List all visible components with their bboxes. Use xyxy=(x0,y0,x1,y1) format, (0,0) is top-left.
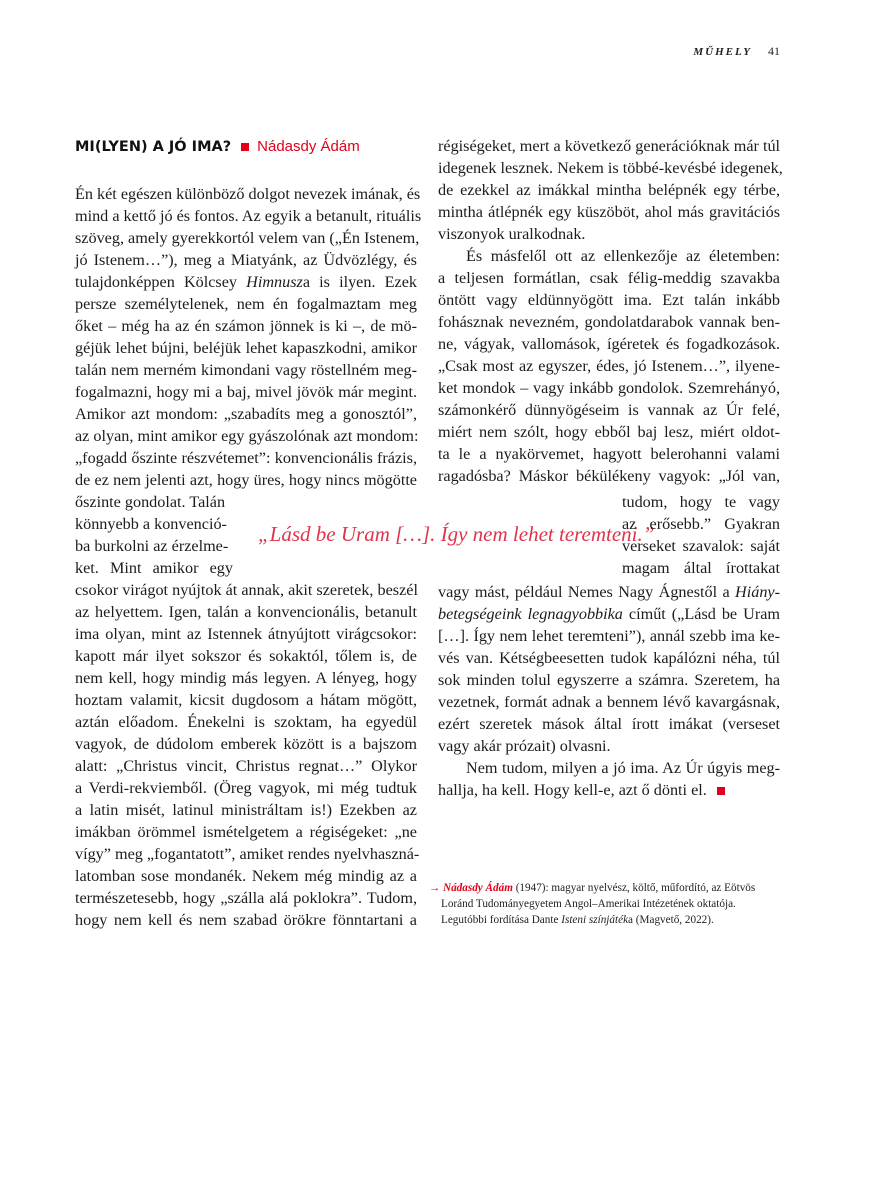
text-line: idegenek lesznek. Nekem is többé-kevésbé idegenek, xyxy=(438,159,783,177)
section-name: MŰHELY xyxy=(693,46,752,58)
text-line: csokor virágot nyújtok át annak, akit szeretek, beszél xyxy=(75,581,418,599)
text-line: de ez nem jelenti azt, hogy üres, hogy nincs mögötte xyxy=(75,471,417,489)
footnote-text: a (Magvető, 2022). xyxy=(628,914,714,926)
text-line: talán nem merném kimondani vagy röstellném meg- xyxy=(75,361,417,379)
text-line: alatt: „Christus vincit, Christus regnat…” Olykor xyxy=(75,757,417,775)
text-line: vígy” meg „fogantatott”, amiket rendes nyelvhaszná- xyxy=(75,845,420,863)
text-line: fogalmazni, hogy mi a baj, mivel jövök már megint. xyxy=(75,383,417,401)
text-line: miért nem szólt, hogy ebből baj lesz, miért oldot- xyxy=(438,423,780,441)
text-line: vés van. Kétségbeesetten tudok kapálózni néha, túl xyxy=(438,649,780,667)
text-line: fohásznak nevezném, gondolatdarabok vannak ben- xyxy=(438,313,780,331)
text-line: a teljesen formátlan, csak félig-meddig szavakba xyxy=(438,269,780,287)
text-line: ima olyan, mint az Istennek átnyújtott virágcsokor: xyxy=(75,625,417,643)
text-line: És másfelől ott az ellenkezője az életemben: xyxy=(466,247,780,265)
text-line: vezetnek, formát adnak a bennem lévő kavargásnak, xyxy=(438,693,780,711)
text-line: magam által írottakat xyxy=(622,559,780,577)
text-line: sok minden tolul egyszerre a számra. Szeretem, ha xyxy=(438,671,780,689)
text-line xyxy=(75,271,417,293)
running-head xyxy=(660,44,780,59)
text-line: […]. Így nem lehet teremteni”), annál szebb ima ke- xyxy=(438,627,780,645)
footnote-line xyxy=(429,880,755,896)
text-line: vagyok, de dúdolom emberek között is a bajszom xyxy=(75,735,417,753)
text-line: aztán előadom. Énekelni is szoktam, ha egyedül xyxy=(75,713,417,731)
page-number: 41 xyxy=(768,44,780,58)
text-line: öntött vagy eldünnyögött ima. Ezt talán inkább xyxy=(438,291,780,309)
footnote-text: Legutóbbi fordítása Dante xyxy=(441,914,562,926)
red-square-icon xyxy=(241,143,249,151)
text-line: jó Istenem…”), meg a Miatyánk, az Üdvözlégy, és xyxy=(75,251,417,269)
text-line: „fogadd őszinte részvétemet”: konvencionális frázis, xyxy=(75,449,417,467)
text-line: számonkérő dünnyögéseim is vannak az Úr felé, xyxy=(438,401,780,419)
text-line: géjük lehet bújni, beléjük lehet kapaszkodni, amikor xyxy=(75,339,417,357)
pull-quote: „Lásd be Uram […]. Így nem lehet teremteni.” xyxy=(258,522,655,546)
text-line: mind a kettő jó és fontos. Az egyik a betanult, rituális xyxy=(75,207,422,225)
text-line: természetesebb, hogy „szálla alá poklokra”. Tudom, xyxy=(75,889,417,907)
text-line: ne, vágyak, vallomások, ígéretek és fogadkozások. xyxy=(438,335,780,353)
text-line: viszonyok uralkodnak. xyxy=(438,225,586,243)
text-line: az olyan, mint amikor egy gyászolónak azt mondom: xyxy=(75,427,419,445)
footnote-author: Nádasdy Ádám xyxy=(442,882,513,894)
text-fragment: címűt („Lásd be Uram xyxy=(622,605,780,623)
text-line: kapott már ilyet sokszor és sokaktól, tőlem is, de xyxy=(75,647,417,665)
italic-title: Himnusz xyxy=(246,273,303,291)
text-line xyxy=(438,603,780,625)
text-line: nem kell, hogy mindig más legyen. A lényeg, hogy xyxy=(75,669,417,687)
text-line: ezért szeretek mások által írott imákat (verseset xyxy=(438,715,780,733)
text-line xyxy=(438,581,780,603)
article-title-line xyxy=(75,138,360,155)
text-line: könnyebb a konvenció- xyxy=(75,515,227,533)
text-line: őszinte gondolat. Talán xyxy=(75,493,226,511)
arrow-right-icon: → xyxy=(429,882,441,894)
text-line: latomban sose mondanék. Nekem még mindig az a xyxy=(75,867,417,885)
text-line: „Csak most az egyszer, édes, jó Istenem…”, ilyene- xyxy=(438,357,780,375)
text-line: szöveg, amely gyerekkortól velem van („Én Istenem, xyxy=(75,229,420,247)
text-line: az erősebb.” Gyakran xyxy=(622,515,780,533)
text-line: a Verdi-rekviemből. (Öreg vagyok, mi még tudtuk xyxy=(75,779,417,797)
text-fragment: hallja, ha kell. Hogy kell-e, azt ő dönti el. xyxy=(438,781,707,799)
text-line: mintha átlépnék egy küszöböt, ahol más gravitációs xyxy=(438,203,780,221)
text-line: régiségeket, mert a következő generációknak már túl xyxy=(438,137,781,155)
text-line xyxy=(438,779,780,801)
text-line: ket. Mint amikor egy xyxy=(75,559,233,577)
italic-title: Isteni színjáték xyxy=(561,914,629,926)
italic-title: betegségeink legnagyobbika xyxy=(438,605,623,623)
footnote-text: (1947): magyar nyelvész, költő, műfordító, az Eötvös xyxy=(512,882,756,894)
text-line: őket – még ha az én számon jönnek is ki –, de mö- xyxy=(75,317,417,335)
text-line: a latin misét, latinul ministráltam is!) Ezekben az xyxy=(75,801,417,819)
text-fragment: a is ilyen. Ezek xyxy=(302,273,418,291)
text-line: az helyettem. Igen, talán a konvencionális, betanult xyxy=(75,603,417,621)
text-line: persze személytelenek, nem én fogalmaztam meg xyxy=(75,295,417,313)
text-line: ragadósba? Máskor békülékeny vagyok: „Jól van, xyxy=(438,467,780,485)
text-line: vagy akár prózait) olvasni. xyxy=(438,737,611,755)
text-fragment: tulajdonképpen Kölcsey xyxy=(75,273,247,291)
footnote-line: Loránd Tudományegyetem Angol–Amerikai Intézetének oktatója. xyxy=(441,898,736,910)
text-line: tudom, hogy te vagy xyxy=(622,493,780,511)
text-line: Amikor azt mondom: „szabadíts meg a gonosztól”, xyxy=(75,405,417,423)
article-author: Nádasdy Ádám xyxy=(257,138,360,155)
text-line: Én két egészen különböző dolgot nevezek imának, és xyxy=(75,185,421,203)
end-mark-icon xyxy=(717,787,725,795)
text-line: hoztam valamit, kicsit dugdosom a hátam mögött, xyxy=(75,691,417,709)
text-line: ba burkolni az érzelme- xyxy=(75,537,229,555)
text-line: imákban örömmel ismételgetem a régiségeket: „ne xyxy=(75,823,417,841)
italic-title: Hiány- xyxy=(735,583,780,601)
text-line: ta le a nyakörvemet, hagyott belerohanni valami xyxy=(438,445,780,463)
text-fragment: vagy mást, például Nemes Nagy Ágnestől a xyxy=(438,583,736,601)
text-line: ket mondok – vagy inkább gondolok. Szemrehányó, xyxy=(438,379,780,397)
text-line: Nem tudom, milyen a jó ima. Az Úr úgyis meg- xyxy=(466,759,780,777)
text-line: hogy nem kell és nem szabad örökre fönntartani a xyxy=(75,911,417,929)
text-line: verseket szavalok: saját xyxy=(622,537,780,555)
text-line: de ezekkel az imákkal mintha belépnék egy térbe, xyxy=(438,181,780,199)
article-title: MI(LYEN) A JÓ IMA? xyxy=(75,139,232,155)
footnote-line xyxy=(441,912,714,928)
